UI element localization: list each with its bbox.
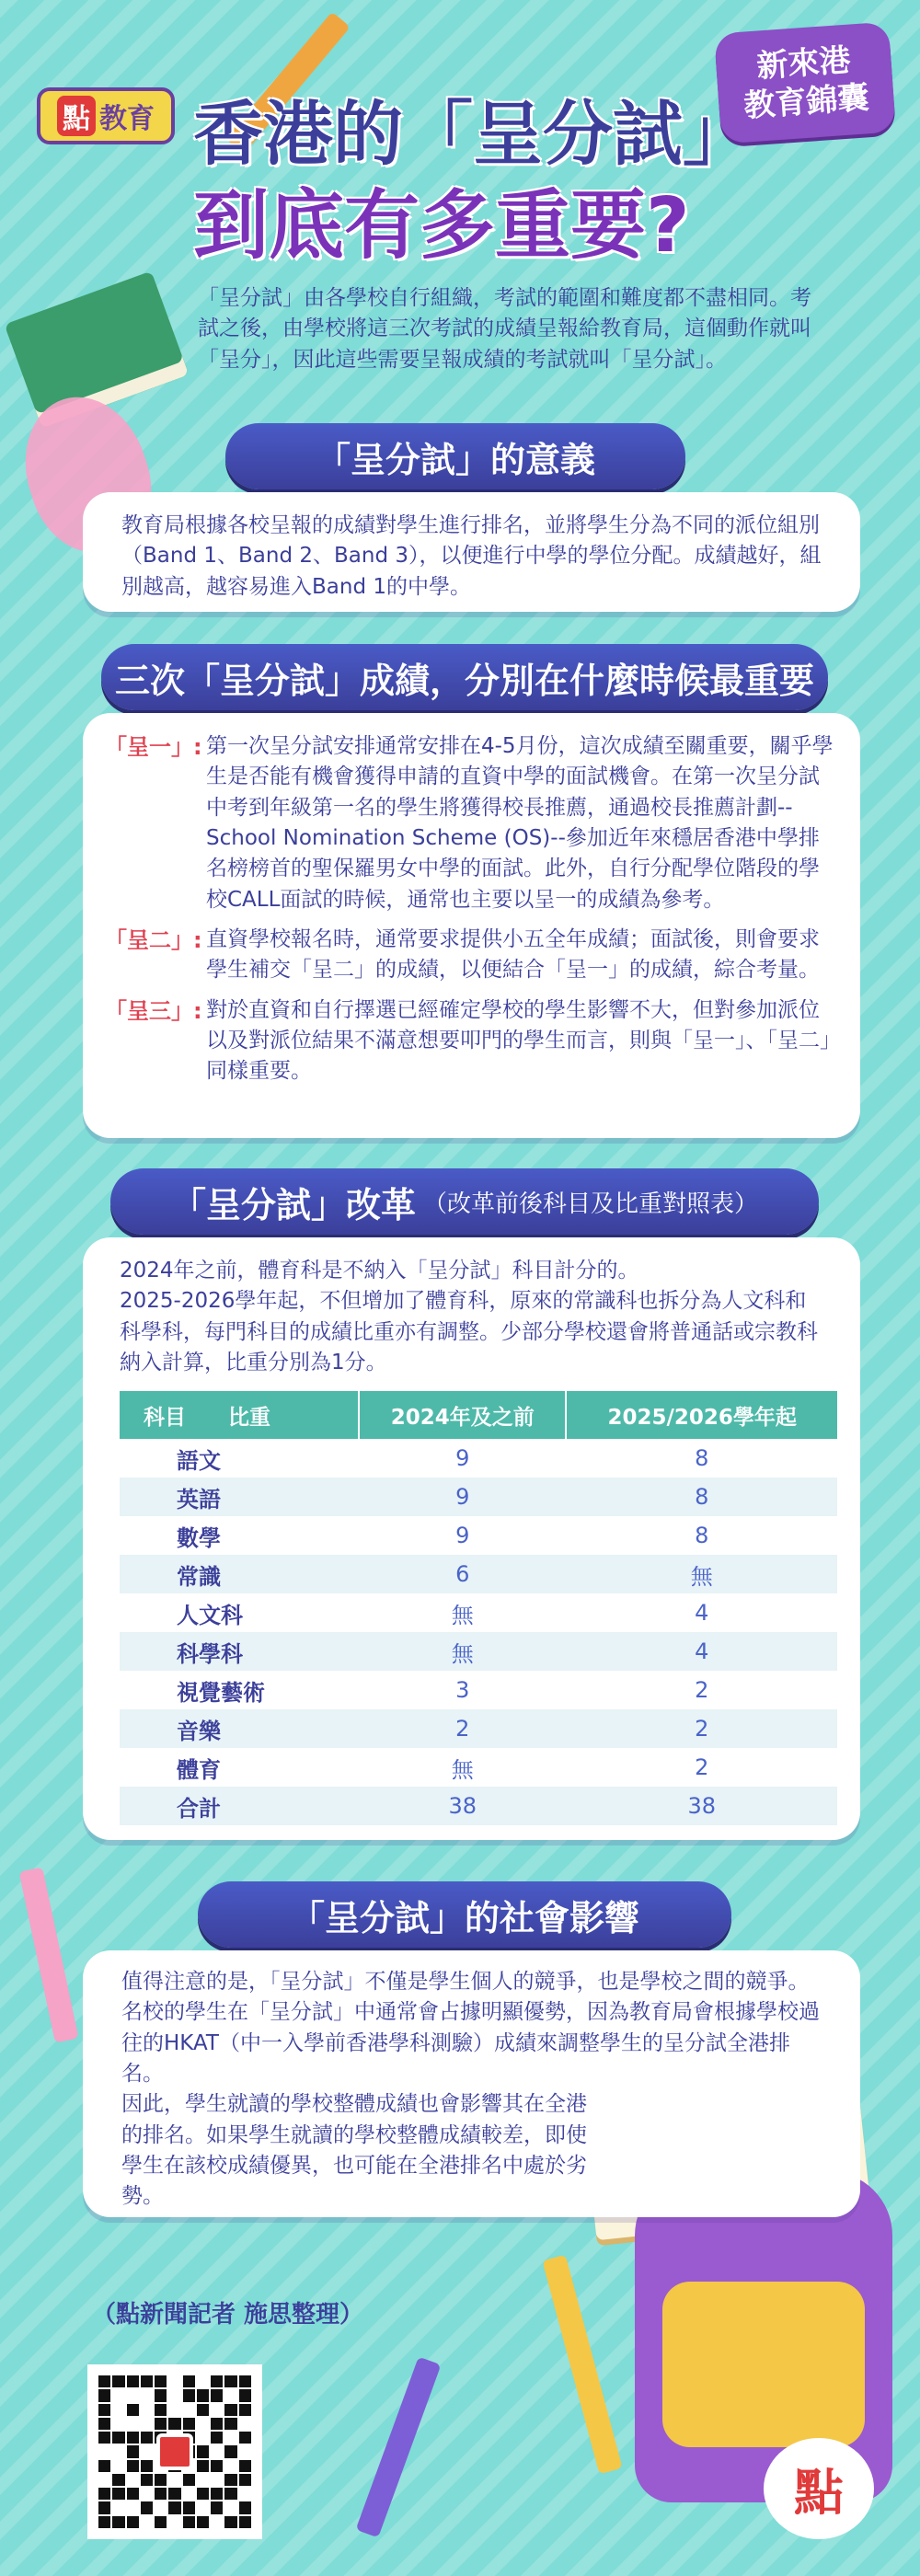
qr-module: [197, 2488, 209, 2500]
table-row: [120, 1555, 837, 1593]
qr-module: [127, 2418, 139, 2430]
qr-module: [183, 2389, 195, 2401]
table-header-before: 2024年及之前: [359, 1391, 566, 1439]
tag-line-1: 新來港: [755, 41, 852, 86]
qr-module: [112, 2432, 124, 2444]
qr-module: [183, 2474, 195, 2486]
qr-module: [224, 2432, 236, 2444]
qr-module: [224, 2501, 236, 2513]
table-cell-subject: 合計: [120, 1787, 359, 1825]
qr-module: [224, 2516, 236, 2528]
qr-module: [155, 2488, 167, 2500]
qr-module: [168, 2516, 180, 2528]
table-cell-subject: 科學科: [120, 1632, 359, 1671]
qr-module: [211, 2445, 223, 2457]
qr-module: [211, 2404, 223, 2416]
impact-para-2: 因此，學生就讀的學校整體成績也會影響其在全港的排名。如果學生就讀的學校整體成績較差，即使學生在該校成績優異，也可能在全港排名中處於劣勢。: [121, 2092, 587, 2209]
reform-para-1: 2024年之前，體育科是不納入「呈分試」科目計分的。: [120, 1259, 639, 1282]
table-cell-subject: 數學: [120, 1516, 359, 1555]
qr-module: [224, 2418, 236, 2430]
brand-logo: [37, 87, 175, 144]
table-cell-after: 8: [566, 1478, 837, 1516]
timing-card: [83, 713, 860, 1138]
table-header-row: [120, 1391, 837, 1439]
qr-module: [141, 2488, 153, 2500]
meaning-card: [83, 492, 860, 612]
qr-module: [224, 2375, 236, 2387]
qr-module: [112, 2488, 124, 2500]
timing-item-1: [105, 731, 838, 915]
meaning-text: 教育局根據各校呈報的成績對學生進行排名，並將學生分為不同的派位組別（Band 1、Band 2、Band 3），以便進行中學的學位分配。成績越好，組別越高，越容易進入Band 1的中學。: [121, 513, 822, 599]
qr-module: [168, 2418, 180, 2430]
qr-module: [98, 2404, 110, 2416]
qr-module: [197, 2418, 209, 2430]
qr-module: [141, 2445, 153, 2457]
table-cell-after: 4: [566, 1593, 837, 1632]
qr-module: [211, 2488, 223, 2500]
qr-module: [239, 2516, 251, 2528]
timing-item-2: [105, 925, 838, 986]
qr-module: [141, 2501, 153, 2513]
table-cell-before: 無: [359, 1748, 566, 1787]
table-row: [120, 1709, 837, 1748]
qr-module: [239, 2460, 251, 2472]
section-heading-timing: 三次「呈分試」成績，分別在什麼時候最重要: [101, 644, 828, 710]
table-cell-before: 無: [359, 1632, 566, 1671]
table-cell-after: 8: [566, 1516, 837, 1555]
qr-module: [168, 2474, 180, 2486]
tag-line-2: 教育錦囊: [742, 79, 870, 125]
qr-module: [197, 2389, 209, 2401]
qr-module: [98, 2389, 110, 2401]
timing-item-label: 「呈二」:: [105, 927, 202, 954]
qr-module: [224, 2404, 236, 2416]
qr-module: [211, 2375, 223, 2387]
qr-module: [211, 2432, 223, 2444]
section-heading-reform: [110, 1168, 819, 1235]
table-cell-subject: 音樂: [120, 1709, 359, 1748]
table-row: [120, 1439, 837, 1478]
qr-module: [98, 2418, 110, 2430]
qr-module: [155, 2375, 167, 2387]
section-heading-meaning: 「呈分試」的意義: [225, 423, 685, 489]
qr-module: [127, 2445, 139, 2457]
qr-module: [211, 2516, 223, 2528]
qr-module: [98, 2488, 110, 2500]
qr-module: [239, 2474, 251, 2486]
qr-module: [112, 2501, 124, 2513]
qr-module: [98, 2460, 110, 2472]
table-row: [120, 1516, 837, 1555]
qr-module: [155, 2389, 167, 2401]
qr-module: [155, 2474, 167, 2486]
qr-module: [141, 2432, 153, 2444]
qr-module: [197, 2432, 209, 2444]
table-cell-subject: 體育: [120, 1748, 359, 1787]
qr-module: [127, 2460, 139, 2472]
qr-module: [141, 2418, 153, 2430]
brand-mark: 點: [764, 2438, 874, 2539]
timing-item-text: 直資學校報名時，通常要求提供小五全年成績；面試後，則會要求學生補交「呈二」的成績，以便結合「呈一」的成績，綜合考量。: [206, 927, 820, 983]
qr-module: [197, 2516, 209, 2528]
logo-text: 教育: [99, 103, 155, 135]
reform-heading-sub: （改革前後科目及比重對照表）: [423, 1190, 759, 1218]
qr-module: [127, 2389, 139, 2401]
impact-card: [83, 1950, 860, 2217]
qr-module: [197, 2460, 209, 2472]
qr-module: [98, 2516, 110, 2528]
page-title-line-1: 香港的「呈分試」: [193, 93, 753, 175]
logo-dot: 點: [57, 96, 96, 136]
qr-module: [112, 2516, 124, 2528]
pencil-decoration: [356, 2357, 442, 2538]
qr-module: [239, 2375, 251, 2387]
qr-module: [112, 2460, 124, 2472]
qr-module: [141, 2404, 153, 2416]
qr-module: [168, 2404, 180, 2416]
qr-module: [127, 2375, 139, 2387]
qr-module: [224, 2474, 236, 2486]
qr-module: [239, 2432, 251, 2444]
qr-module: [183, 2404, 195, 2416]
qr-module: [239, 2445, 251, 2457]
table-cell-before: 3: [359, 1671, 566, 1709]
qr-module: [168, 2375, 180, 2387]
table-cell-after: 無: [566, 1555, 837, 1593]
reform-card: [83, 1237, 860, 1840]
table-cell-before: 6: [359, 1555, 566, 1593]
qr-module: [141, 2474, 153, 2486]
table-cell-subject: 語文: [120, 1439, 359, 1478]
qr-module: [224, 2460, 236, 2472]
qr-module: [224, 2488, 236, 2500]
intro-paragraph: 「呈分試」由各學校自行組織，考試的範圍和難度都不盡相同。考試之後，由學校將這三次考試的成績呈報給教育局，這個動作就叫「呈分」，因此這些需要呈報成績的考試就叫「呈分試」。: [198, 286, 811, 372]
qr-module: [239, 2501, 251, 2513]
table-row: [120, 1593, 837, 1632]
timing-item-text: 對於直資和自行擇選已經確定學校的學生影響不大，但對參加派位以及對派位結果不滿意想要叩門的學生而言，則與「呈一」、「呈二」同樣重要。: [206, 997, 831, 1084]
qr-module: [141, 2389, 153, 2401]
table-cell-after: 8: [566, 1439, 837, 1478]
qr-module: [155, 2418, 167, 2430]
qr-module: [141, 2516, 153, 2528]
table-cell-after: 4: [566, 1632, 837, 1671]
qr-module: [112, 2375, 124, 2387]
qr-module: [98, 2474, 110, 2486]
qr-module: [224, 2445, 236, 2457]
qr-module: [183, 2488, 195, 2500]
table-cell-before: 9: [359, 1478, 566, 1516]
qr-module: [141, 2460, 153, 2472]
qr-module: [239, 2488, 251, 2500]
impact-para-1: 值得注意的是，「呈分試」不僅是學生個人的競爭，也是學校之間的競爭。名校的學生在「呈分試」中通常會占據明顯優勢，因為教育局會根據學校過往的HKAT（中一入學前香港學科測驗）成績來調整學生的呈分試全港排名。: [121, 1970, 820, 2087]
qr-module: [197, 2501, 209, 2513]
table-cell-after: 2: [566, 1671, 837, 1709]
qr-module: [112, 2474, 124, 2486]
qr-module: [197, 2404, 209, 2416]
pencil-decoration: [19, 1867, 79, 2042]
table-cell-after: 2: [566, 1748, 837, 1787]
qr-module: [211, 2389, 223, 2401]
qr-module: [168, 2501, 180, 2513]
table-row: [120, 1671, 837, 1709]
qr-module: [98, 2445, 110, 2457]
qr-module: [183, 2375, 195, 2387]
table-row: [120, 1478, 837, 1516]
qr-module: [197, 2445, 209, 2457]
table-header-after: 2025/2026學年起: [566, 1391, 837, 1439]
pencil-decoration: [542, 2255, 622, 2475]
qr-module: [112, 2389, 124, 2401]
qr-module: [197, 2375, 209, 2387]
qr-module: [127, 2488, 139, 2500]
qr-module: [239, 2389, 251, 2401]
timing-item-3: [105, 995, 838, 1087]
qr-module: [197, 2474, 209, 2486]
qr-module: [127, 2432, 139, 2444]
reform-para-2: 2025-2026學年起，不但增加了體育科，原來的常識科也拆分為人文科和科學科，每門科目的成績比重亦有調整。少部分學校還會將普通話或宗教科納入計算，比重分別為1分。: [120, 1289, 818, 1375]
qr-module: [98, 2432, 110, 2444]
qr-module: [224, 2389, 236, 2401]
backpack-pocket-decoration: [662, 2282, 865, 2447]
qr-module: [211, 2474, 223, 2486]
qr-module: [112, 2445, 124, 2457]
subject-weight-table: [120, 1391, 837, 1825]
table-header-subject: 科目 比重: [120, 1391, 359, 1439]
qr-module: [127, 2474, 139, 2486]
qr-module: [127, 2501, 139, 2513]
qr-module: [239, 2418, 251, 2430]
reform-heading-text: 「呈分試」改革: [170, 1184, 416, 1225]
qr-module: [168, 2389, 180, 2401]
table-cell-before: 9: [359, 1439, 566, 1478]
table-cell-before: 38: [359, 1787, 566, 1825]
table-cell-after: 2: [566, 1709, 837, 1748]
table-row: [120, 1748, 837, 1787]
table-row: [120, 1787, 837, 1825]
table-cell-before: 9: [359, 1516, 566, 1555]
page-title-line-2: 到底有多重要?: [193, 182, 690, 270]
qr-module: [183, 2501, 195, 2513]
qr-module: [141, 2375, 153, 2387]
qr-logo-icon: [156, 2433, 193, 2470]
qr-module: [98, 2501, 110, 2513]
table-cell-subject: 視覺藝術: [120, 1671, 359, 1709]
table-body: [120, 1439, 837, 1825]
qr-module: [155, 2501, 167, 2513]
qr-module: [155, 2404, 167, 2416]
reporter-credit: （點新聞記者 施思整理）: [92, 2301, 364, 2329]
qr-module: [155, 2516, 167, 2528]
qr-module: [112, 2418, 124, 2430]
qr-module: [98, 2375, 110, 2387]
timing-item-label: 「呈三」:: [105, 997, 202, 1024]
table-cell-subject: 人文科: [120, 1593, 359, 1632]
table-cell-subject: 英語: [120, 1478, 359, 1516]
qr-module: [127, 2516, 139, 2528]
table-cell-before: 2: [359, 1709, 566, 1748]
qr-module: [211, 2501, 223, 2513]
qr-module: [183, 2516, 195, 2528]
timing-item-label: 「呈一」:: [105, 734, 202, 760]
qr-module: [211, 2418, 223, 2430]
table-cell-after: 38: [566, 1787, 837, 1825]
qr-module: [168, 2488, 180, 2500]
table-cell-before: 無: [359, 1593, 566, 1632]
qr-module: [239, 2404, 251, 2416]
section-heading-impact: 「呈分試」的社會影響: [198, 1881, 731, 1948]
qr-module: [211, 2460, 223, 2472]
qr-module: [112, 2404, 124, 2416]
table-row: [120, 1632, 837, 1671]
timing-item-text: 第一次呈分試安排通常安排在4-5月份，這次成績至關重要，關乎學生是否能有機會獲得申請的直資中學的面試機會。在第一次呈分試中考到年級第一名的學生將獲得校長推薦，通過校長推薦計劃--School Nomination Scheme (OS)--參加近年來穩居香港中學排名榜榜首的聖保羅男女中學的面試。此外，自行分配學位階段的學校CALL面試的時候，通常也主要以呈一的成績為參考。: [206, 734, 834, 912]
qr-module: [183, 2418, 195, 2430]
table-cell-subject: 常識: [120, 1555, 359, 1593]
qr-module: [127, 2404, 139, 2416]
